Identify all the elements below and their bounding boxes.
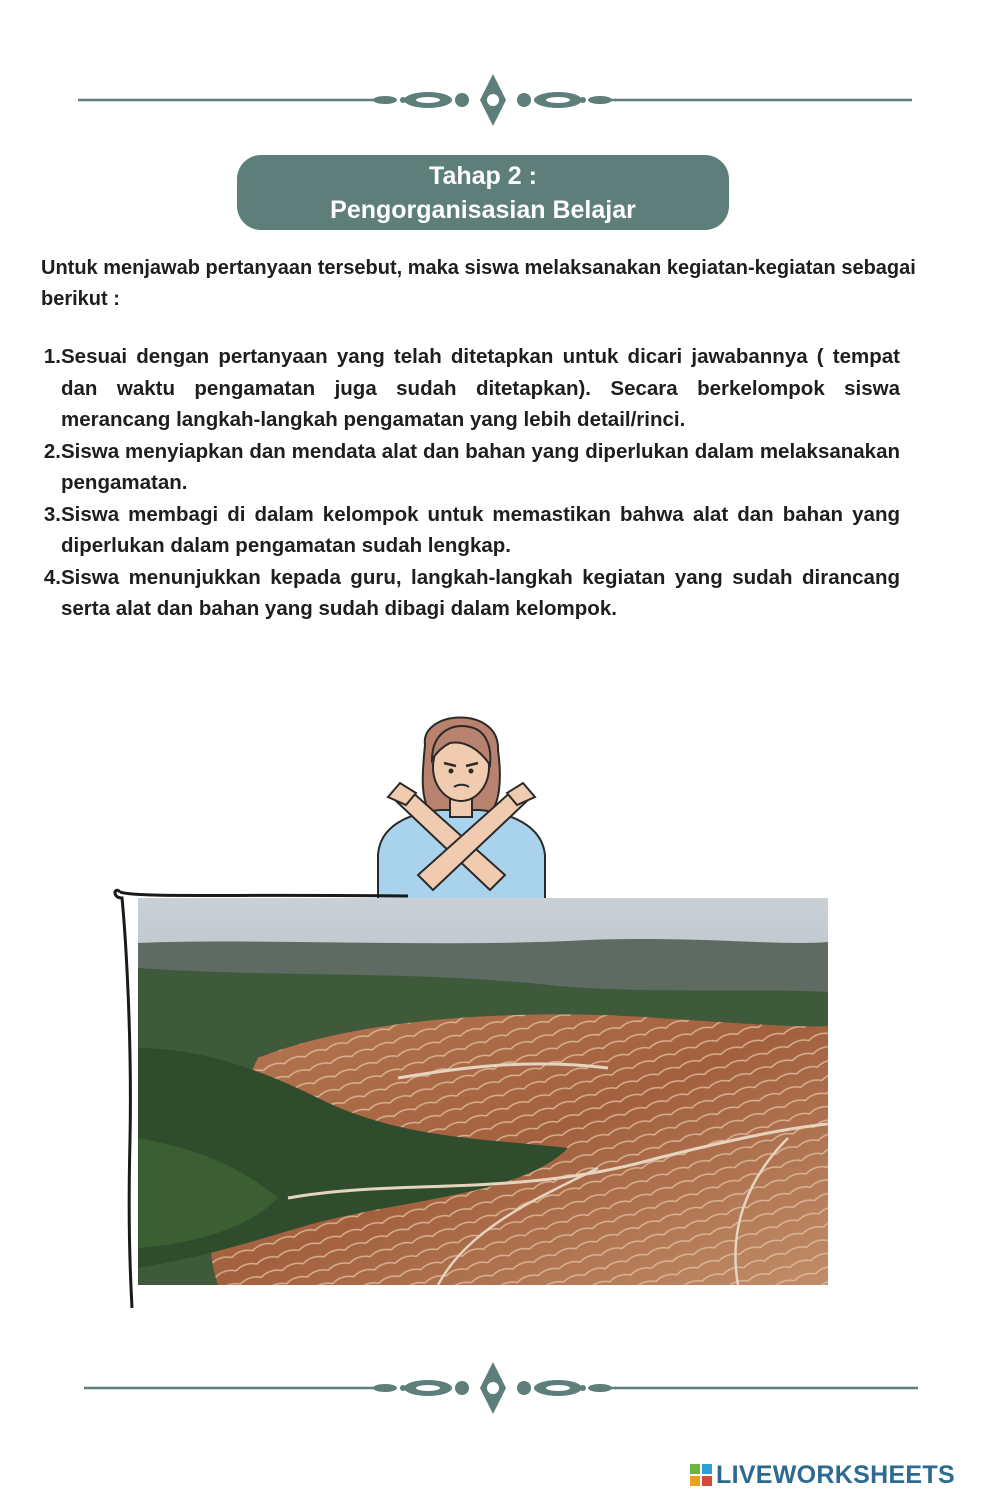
top-ornament-divider [0, 70, 1000, 130]
list-item [35, 499, 900, 562]
liveworksheets-brand [690, 1460, 990, 1490]
step-text: Siswa menyiapkan dan mendata alat dan bahan yang diperlukan dalam melaksanakan pengamatan. [61, 439, 900, 494]
step-number: 4. [43, 565, 61, 589]
list-item [35, 436, 900, 499]
intro-paragraph: Untuk menjawab pertanyaan tersebut, maka siswa melaksanakan kegiatan-kegiatan sebagai berikut : [41, 257, 916, 310]
bottom-ornament-divider [0, 1358, 1000, 1418]
brand-label: LIVEWORKSHEETS [716, 1460, 955, 1489]
step-number: 2. [43, 439, 61, 463]
stage-title-banner [237, 155, 729, 230]
liveworksheets-logo-icon [690, 1464, 712, 1486]
step-text: Sesuai dengan pertanyaan yang telah ditetapkan untuk dicari jawabannya ( tempat dan waktu pengamatan juga sudah ditetapkan). Secara berkelompok siswa merancang langkah-langkah pengamatan yang lebih detail/rinci. [61, 345, 900, 431]
step-number: 1. [43, 345, 61, 368]
girl-crossed-arms-illustration [370, 705, 550, 900]
list-item [35, 562, 900, 625]
deforested-land-photo [138, 898, 828, 1285]
stage-title-line2: Pengorganisasian Belajar [330, 195, 636, 224]
step-number: 3. [43, 502, 61, 526]
step-text: Siswa membagi di dalam kelompok untuk memastikan bahwa alat dan bahan yang diperlukan dalam pengamatan sudah lengkap. [61, 502, 900, 557]
list-item [35, 341, 900, 436]
step-text: Siswa menunjukkan kepada guru, langkah-langkah kegiatan yang sudah dirancang serta alat dan bahan yang sudah dibagi dalam kelompok. [61, 565, 900, 620]
stage-title-line1: Tahap 2 : [429, 161, 537, 190]
steps-list [35, 341, 900, 625]
